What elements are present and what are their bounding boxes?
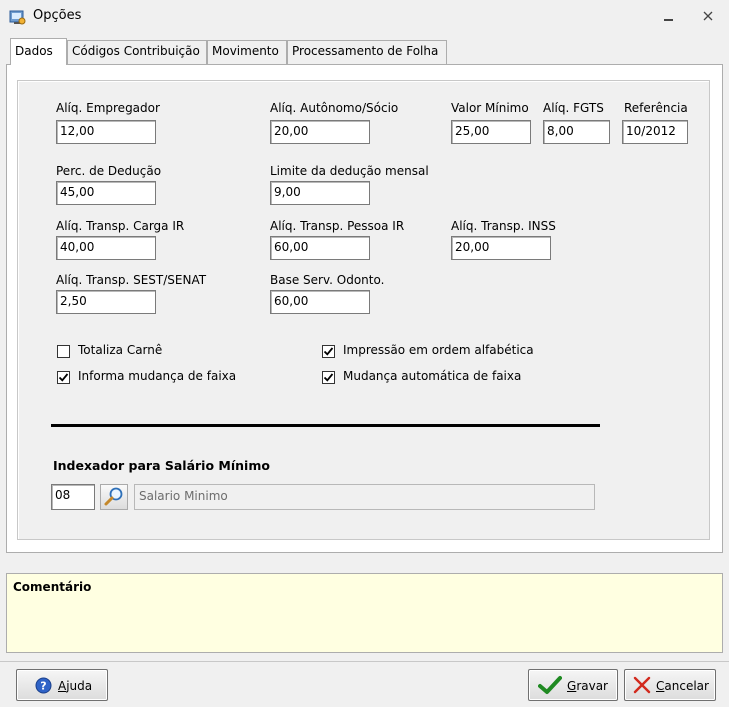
label-transp-inss: Alíq. Transp. INSS	[451, 219, 556, 233]
label-transp-sest-senat: Alíq. Transp. SEST/SENAT	[56, 273, 207, 287]
cancel-accel-key: C	[656, 679, 665, 693]
cancel-button[interactable]	[624, 669, 716, 701]
section-divider	[51, 424, 600, 427]
totaliza-carne-label: Totaliza Carnê	[78, 343, 163, 357]
totaliza-carne-checkbox[interactable]	[57, 345, 70, 358]
base-serv-odonto-field[interactable]: 60,00	[270, 290, 370, 314]
aliq-autonomo-field[interactable]: 20,00	[270, 120, 370, 144]
transp-carga-ir-field[interactable]: 40,00	[56, 236, 156, 260]
aliq-empregador-field[interactable]: 12,00	[56, 120, 156, 144]
label-referencia: Referência	[624, 101, 688, 115]
label-aliq-fgts: Alíq. FGTS	[543, 101, 604, 115]
checkmark-icon	[538, 675, 562, 698]
label-perc-deducao: Perc. de Dedução	[56, 164, 162, 178]
aliq-fgts-field[interactable]: 8,00	[543, 120, 610, 144]
save-label: ravar	[576, 679, 608, 693]
informa-mudanca-checkbox[interactable]	[57, 371, 70, 384]
informa-mudanca-label: Informa mudança de faixa	[78, 369, 237, 383]
label-transp-pessoa-ir: Alíq. Transp. Pessoa IR	[270, 219, 405, 233]
label-aliq-empregador: Alíq. Empregador	[56, 101, 160, 115]
x-icon	[632, 676, 652, 697]
label-transp-carga-ir: Alíq. Transp. Carga IR	[56, 219, 185, 233]
tab-processamento-de-folha[interactable]: Processamento de Folha	[287, 40, 447, 64]
window-title: Opções	[33, 8, 82, 23]
impressao-alfabetica-checkbox[interactable]	[322, 345, 335, 358]
app-icon	[9, 9, 26, 25]
tab-codigos-contribuicao[interactable]: Códigos Contribuição	[67, 40, 207, 64]
footer-separator	[0, 661, 729, 662]
label-base-serv-odonto: Base Serv. Odonto.	[270, 273, 385, 287]
transp-sest-senat-field[interactable]: 2,50	[56, 290, 156, 314]
indexer-title: Indexador para Salário Mínimo	[53, 458, 270, 473]
help-button[interactable]	[16, 669, 108, 701]
label-valor-minimo: Valor Mínimo	[451, 101, 529, 115]
close-icon[interactable]	[700, 8, 716, 24]
indexer-description-field: Salario Minimo	[134, 484, 595, 510]
label-limite-deducao: Limite da dedução mensal	[270, 164, 429, 178]
save-accel-key: G	[567, 679, 577, 693]
valor-minimo-field[interactable]: 25,00	[451, 120, 531, 144]
save-button[interactable]	[528, 669, 618, 701]
mudanca-automatica-checkbox[interactable]	[322, 371, 335, 384]
help-accel-key: A	[58, 679, 67, 693]
impressao-alfabetica-label: Impressão em ordem alfabética	[343, 343, 534, 357]
cancel-label: ancelar	[664, 679, 709, 693]
tab-movimento[interactable]: Movimento	[207, 40, 287, 64]
comment-area[interactable]	[6, 573, 723, 653]
magnifier-icon[interactable]	[100, 484, 128, 510]
label-aliq-autonomo: Alíq. Autônomo/Sócio	[270, 101, 399, 115]
title-bar	[0, 0, 729, 34]
help-icon	[35, 677, 52, 697]
tab-dados[interactable]: Dados	[10, 38, 67, 65]
mudanca-automatica-label: Mudança automática de faixa	[343, 369, 522, 383]
transp-pessoa-ir-field[interactable]: 60,00	[270, 236, 370, 260]
limite-deducao-field[interactable]: 9,00	[270, 181, 370, 205]
minimize-icon[interactable]	[661, 8, 677, 24]
perc-deducao-field[interactable]: 45,00	[56, 181, 156, 205]
transp-inss-field[interactable]: 20,00	[451, 236, 551, 260]
help-label: juda	[66, 679, 93, 693]
comment-label: Comentário	[13, 580, 92, 594]
referencia-field[interactable]: 10/2012	[622, 120, 688, 144]
svg-text:?: ?	[40, 679, 47, 693]
indexer-code-field[interactable]: 08	[51, 484, 95, 510]
